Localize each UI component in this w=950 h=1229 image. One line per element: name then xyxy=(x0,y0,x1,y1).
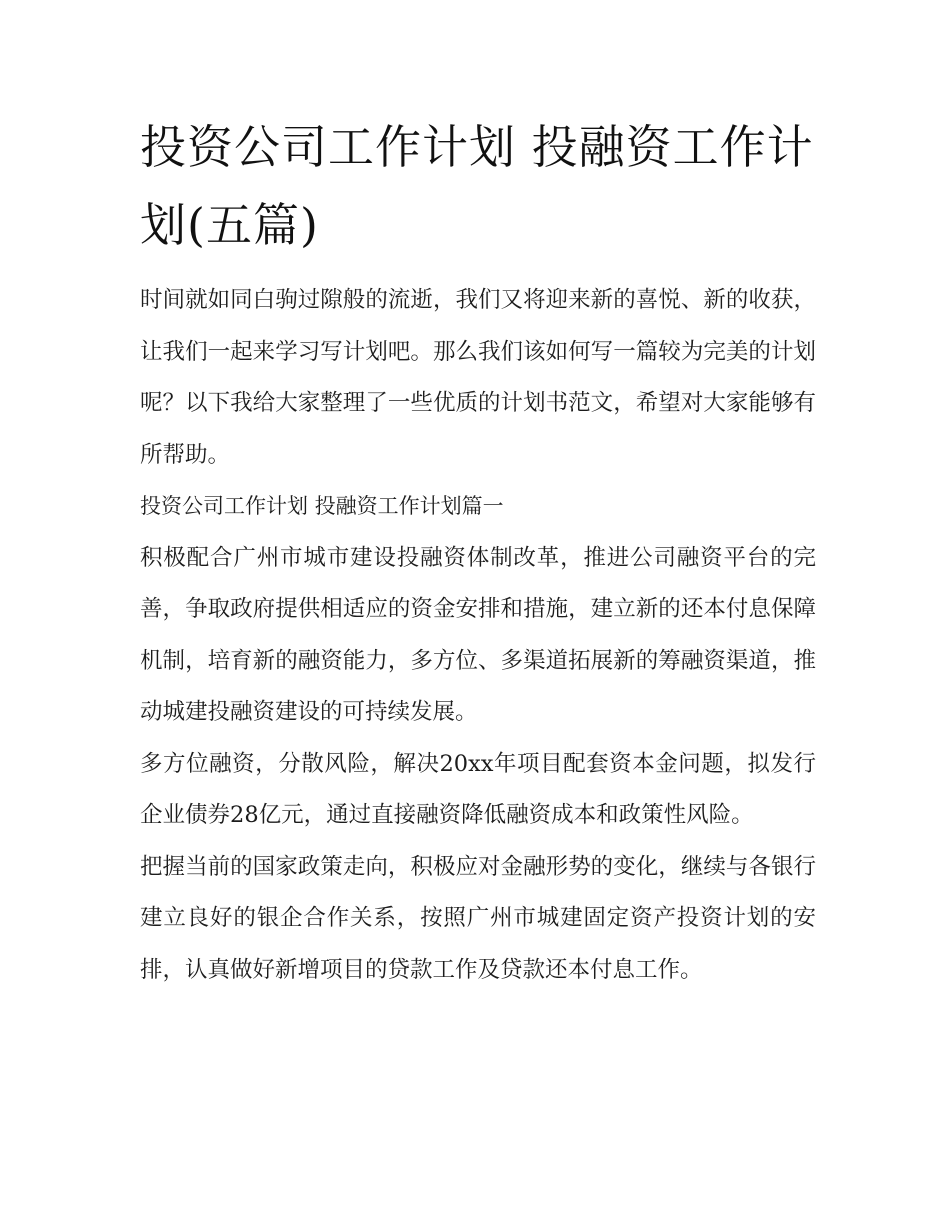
document-title: 投资公司工作计划 投融资工作计划(五篇) xyxy=(140,120,814,252)
body-paragraph: 把握当前的国家政策走向，积极应对金融形势的变化，继续与各银行建立良好的银企合作关系，按照广州市城建固定资产投资计划的安排，认真做好新增项目的贷款工作及贷款还本付息工作。 xyxy=(140,853,816,983)
section-heading: 投资公司工作计划 投融资工作计划篇一 xyxy=(140,494,504,518)
body-paragraph: 多方位融资，分散风险，解决20xx年项目配套资本金问题，拟发行企业债券28亿元，通过直接融资降低融资成本和政策性风险。 xyxy=(140,750,816,828)
intro-paragraph: 时间就如同白驹过隙般的流逝，我们又将迎来新的喜悦、新的收获，让我们一起来学习写计划吧。那么我们该如何写一篇较为完美的计划呢？以下我给大家整理了一些优质的计划书范文，希望对大家能够有所帮助。 xyxy=(140,287,816,468)
body-paragraph: 积极配合广州市城市建设投融资体制改革，推进公司融资平台的完善，争取政府提供相适应的资金安排和措施，建立新的还本付息保障机制，培育新的融资能力，多方位、多渠道拓展新的筹融资渠道，推动城建投融资建设的可持续发展。 xyxy=(140,544,816,725)
document-body xyxy=(140,275,816,996)
